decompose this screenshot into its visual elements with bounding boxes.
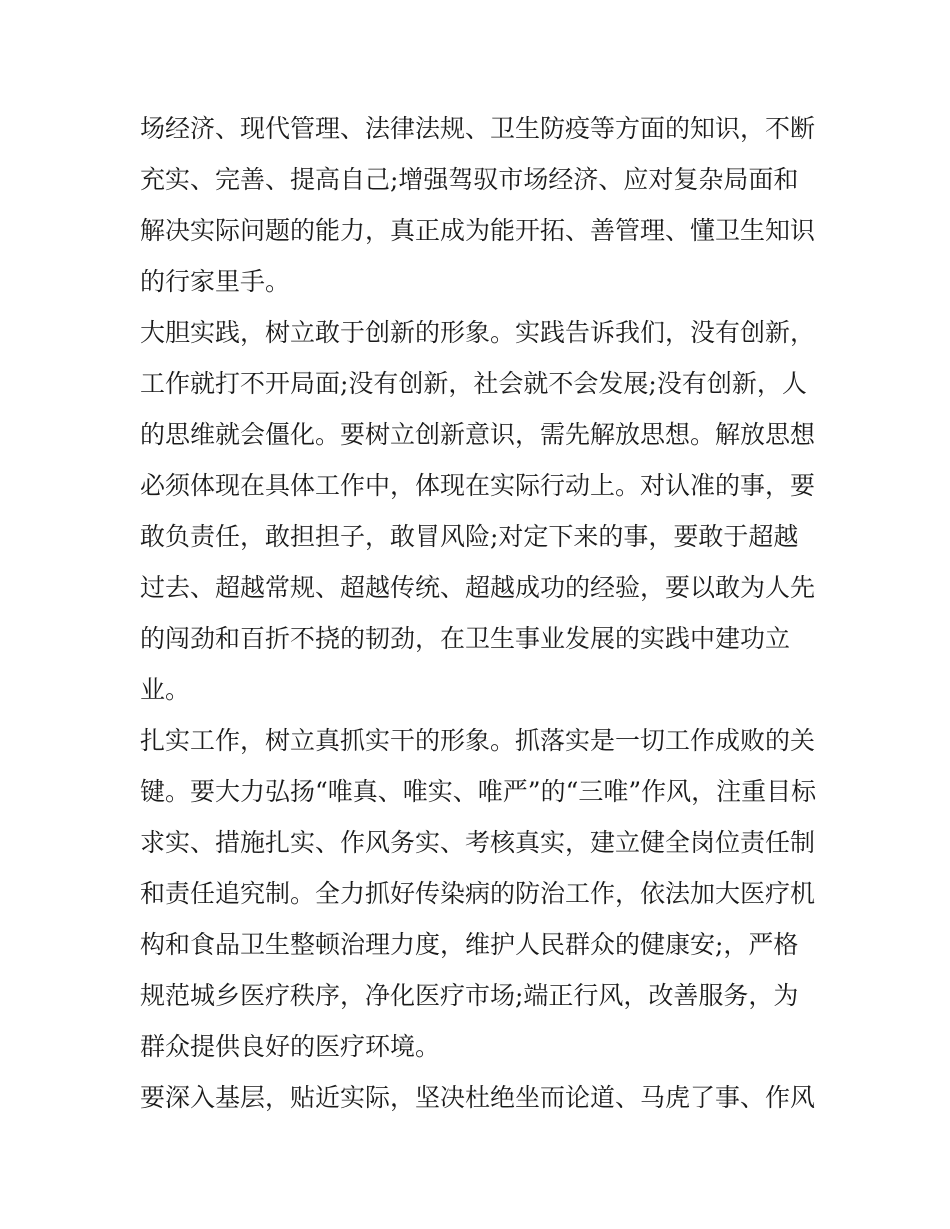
text-line: 规范城乡医疗秩序，净化医疗市场;端正行风，改善服务，为 [140, 981, 799, 1010]
text-line: 和责任追究制。全力抓好传染病的防治工作，依法加大医疗机 [140, 879, 816, 908]
text-line: 场经济、现代管理、法律法规、卫生防疫等方面的知识，不断 [140, 114, 816, 143]
text-line: 的行家里手。 [140, 267, 291, 296]
text-line: 键。要大力弘扬“唯真、唯实、唯严”的“三唯”作风，注重目标 [140, 777, 817, 806]
text-line: 业。 [140, 675, 191, 704]
text-line: 必须体现在具体工作中，体现在实际行动上。对认准的事，要 [140, 471, 816, 500]
text-line: 解决实际问题的能力，真正成为能开拓、善管理、懂卫生知识 [140, 216, 816, 245]
body-text [140, 103, 820, 1123]
text-line: 过去、超越常规、超越传统、超越成功的经验，要以敢为人先 [140, 573, 816, 602]
text-line: 构和食品卫生整顿治理力度，维护人民群众的健康安;，严格 [140, 930, 799, 959]
text-line: 的闯劲和百折不挠的韧劲，在卫生事业发展的实践中建功立 [140, 624, 791, 653]
text-line: 工作就打不开局面;没有创新，社会就不会发展;没有创新，人 [140, 369, 807, 398]
text-line: 要深入基层，贴近实际，坚决杜绝坐而论道、马虎了事、作风 [140, 1083, 816, 1112]
text-line: 充实、完善、提高自己;增强驾驭市场经济、应对复杂局面和 [140, 165, 799, 194]
text-line: 的思维就会僵化。要树立创新意识，需先解放思想。解放思想 [140, 420, 816, 449]
text-line: 敢负责任，敢担担子，敢冒风险;对定下来的事，要敢于超越 [140, 522, 799, 551]
text-line: 群众提供良好的医疗环境。 [140, 1032, 441, 1061]
text-line: 求实、措施扎实、作风务实、考核真实，建立健全岗位责任制 [140, 828, 816, 857]
text-line: 扎实工作，树立真抓实干的形象。抓落实是一切工作成败的关 [140, 726, 816, 755]
text-line: 大胆实践，树立敢于创新的形象。实践告诉我们，没有创新， [140, 318, 816, 347]
